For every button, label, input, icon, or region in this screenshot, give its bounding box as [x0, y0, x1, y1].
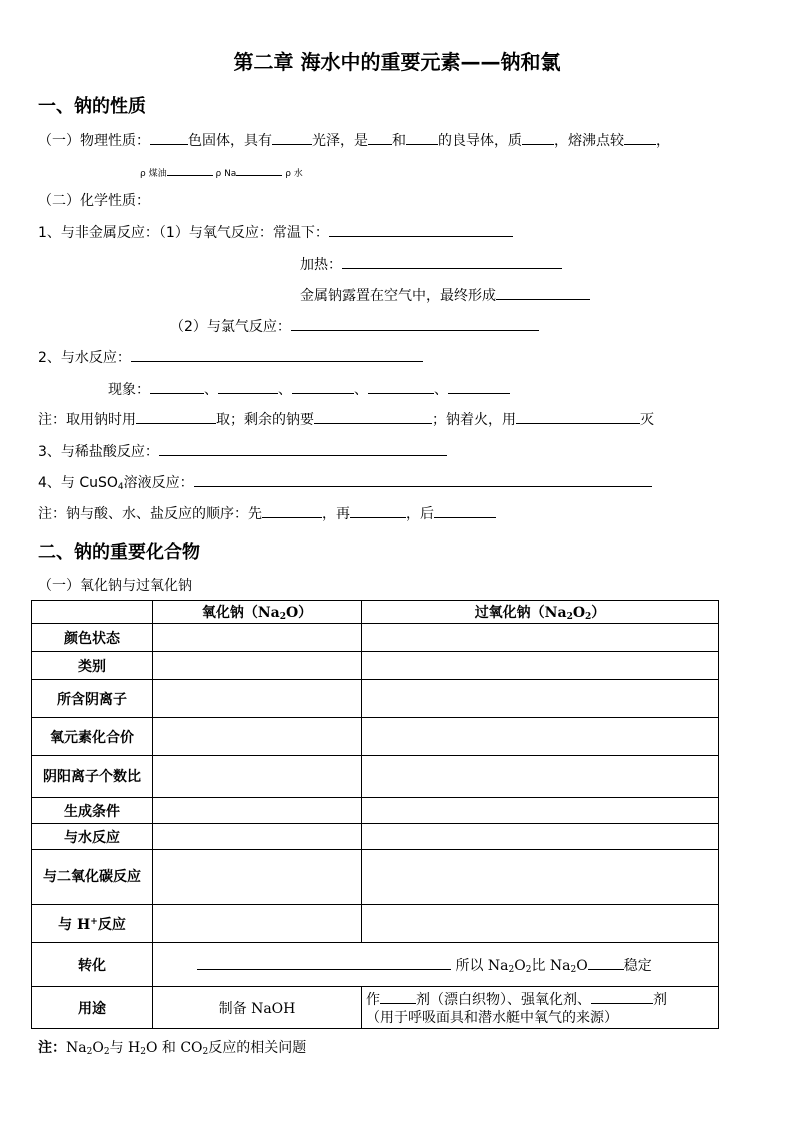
exposed-line: 金属钠露置在空气中，最终形成	[300, 285, 590, 305]
hcl-reaction-line: 3、与稀盐酸反应：	[38, 441, 447, 461]
na2o2-cell[interactable]	[362, 624, 719, 652]
na2o-cell[interactable]	[153, 798, 362, 824]
na2o2-cell[interactable]	[362, 756, 719, 798]
nonmetal-reaction-line: 1、与非金属反应：（1）与氧气反应：常温下：	[38, 222, 513, 242]
note-handling-line: 注：取用钠时用 取；剩余的钠要 ；钠着火，用 灭	[38, 409, 654, 429]
table-row	[32, 850, 719, 905]
density-comparison: ρ 煤油 ρ Na ρ 水	[140, 169, 303, 179]
na2o-cell[interactable]	[153, 624, 362, 652]
table-row	[32, 756, 719, 798]
na2o2-cell[interactable]	[362, 718, 719, 756]
na2o2-cell[interactable]	[362, 798, 719, 824]
row-label: 生成条件	[32, 798, 153, 824]
transform-row	[32, 943, 719, 987]
table-row	[32, 680, 719, 718]
na2o-cell[interactable]	[153, 905, 362, 943]
na2o-cell[interactable]	[153, 756, 362, 798]
footnote: 注：$Na_2O_2$与 $H_2O$ 和 $CO_2$反应的相关问题	[38, 1040, 307, 1057]
row-label: 阴阳离子个数比	[32, 756, 153, 798]
table-header-row	[32, 601, 719, 624]
phenomenon-line: 现象： 、 、 、 、	[108, 379, 510, 399]
row-label-transform: 转化	[32, 943, 153, 987]
row-label: 颜色状态	[32, 624, 153, 652]
na2o2-cell[interactable]	[362, 850, 719, 905]
na2o-cell[interactable]	[153, 824, 362, 850]
na2o-cell[interactable]	[153, 718, 362, 756]
table-row	[32, 718, 719, 756]
chlorine-line: （2）与氯气反应：	[170, 316, 539, 336]
row-label-use: 用途	[32, 987, 153, 1029]
water-reaction-line: 2、与水反应：	[38, 347, 423, 367]
na2o-cell[interactable]	[153, 680, 362, 718]
header-na2o: 氧化钠$(Na_2O)$	[153, 601, 362, 624]
row-label: 所含阴离子	[32, 680, 153, 718]
section1-heading: 一、钠的性质	[38, 96, 146, 117]
table-row	[32, 905, 719, 943]
row-label: 与二氧化碳反应	[32, 850, 153, 905]
header-na2o2: 过氧化钠$(Na_2O_2)$	[362, 601, 719, 624]
cuso4-reaction-line: 4、与 CuSO$_4$溶液反应：	[38, 472, 652, 492]
note-order-line: 注：钠与酸、水、盐反应的顺序：先 ，再 ，后	[38, 503, 496, 523]
oxide-subheading: （一）氧化钠与过氧化钠	[38, 578, 192, 594]
table-row	[32, 824, 719, 850]
chemical-properties-label: （二）化学性质：	[38, 193, 150, 209]
na2o2-cell[interactable]	[362, 824, 719, 850]
na2o2-cell[interactable]	[362, 652, 719, 680]
table-row	[32, 624, 719, 652]
heating-line: 加热：	[300, 254, 562, 274]
transform-cell[interactable]: 所以 $Na_2O_2$比 $Na_2O$ 稳定	[153, 943, 719, 987]
row-label: 类别	[32, 652, 153, 680]
na2o-use-cell: 制备 NaOH	[153, 987, 362, 1029]
row-label: 与水反应	[32, 824, 153, 850]
use-row	[32, 987, 719, 1029]
row-label: 氧元素化合价	[32, 718, 153, 756]
table-row	[32, 798, 719, 824]
na2o2-use-cell[interactable]: 作 剂（漂白织物）、强氧化剂、 剂 （用于呼吸面具和潜水艇中氧气的来源）	[362, 987, 719, 1029]
physical-properties-line: （一）物理性质： 色固体，具有 光泽，是 和 的良导体，质 ，熔沸点较 ，	[38, 130, 670, 150]
sodium-oxides-table	[31, 600, 719, 1029]
page-title: 第二章 海水中的重要元素——钠和氯	[233, 50, 561, 74]
na2o2-cell[interactable]	[362, 680, 719, 718]
na2o-cell[interactable]	[153, 652, 362, 680]
na2o-cell[interactable]	[153, 850, 362, 905]
section2-heading: 二、钠的重要化合物	[38, 542, 200, 563]
table-row	[32, 652, 719, 680]
row-label: 与 H+反应	[32, 905, 153, 943]
na2o2-cell[interactable]	[362, 905, 719, 943]
